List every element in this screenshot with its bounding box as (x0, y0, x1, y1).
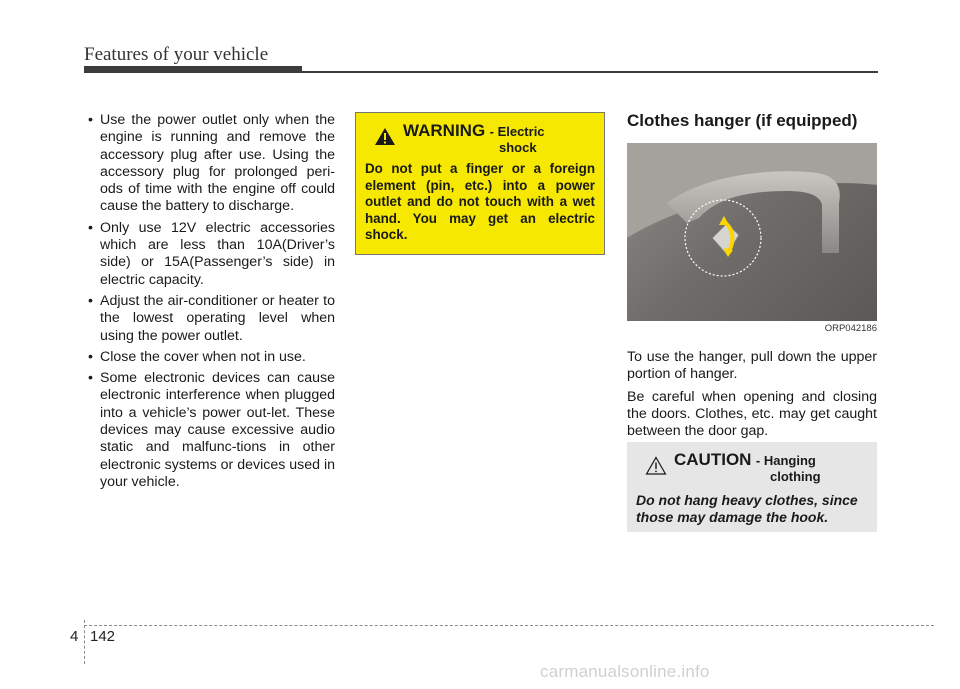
caution-subtitle-2: clothing (770, 469, 821, 484)
clothes-hanger-photo (627, 143, 877, 337)
warning-heading (365, 121, 595, 159)
footer-divider (84, 620, 85, 664)
page-number: 142 (90, 628, 116, 645)
warning-subtitle-2: shock (499, 140, 537, 155)
warning-box (355, 112, 605, 255)
bullet-list (86, 112, 335, 491)
warning-word: WARNING (403, 121, 486, 140)
paragraph: To use the hanger, pull down the upper portion of hanger. (627, 349, 877, 383)
caution-box (627, 442, 877, 532)
caution-text: Do not hang heavy clothes, since those may damage the hook. (636, 492, 858, 525)
caution-heading (636, 450, 868, 488)
header-rule-thick (84, 66, 302, 73)
chapter-number: 4 (70, 628, 79, 645)
caution-word: CAUTION (674, 450, 752, 469)
section-title: Clothes hanger (if equipped) (627, 111, 858, 130)
warning-subtitle: - Electric (489, 124, 545, 139)
warning-triangle-icon (374, 127, 396, 151)
left-column (86, 112, 335, 495)
footer-rule (84, 625, 934, 626)
caution-subtitle: - Hanging (755, 453, 816, 468)
page-header-title: Features of your vehicle (84, 44, 269, 65)
bullet-item: • Only use 12V electric accessories which are less than 10A(Driver’s side) or 15A(Passenger’s side) in electric capacity. (86, 220, 335, 289)
caution-triangle-icon (645, 456, 667, 480)
image-code-label: ORP042186 (627, 321, 877, 337)
bullet-item: • Some electronic devices can cause electronic interference when plugged into a vehicle’s power out-let. These devices may cause excessive audio static and malfunc-tions in other electronic systems or devices used in your vehicle. (86, 370, 335, 491)
warning-text: Do not put a finger or a foreign element (pin, etc.) into a power outlet and do not touch with a wet hand. You may get an electric shock. (365, 161, 595, 242)
hanger-illustration (627, 143, 877, 337)
watermark: carmanualsonline.info (540, 662, 710, 681)
bullet-item: • Close the cover when not in use. (86, 349, 335, 366)
bullet-item: • Adjust the air-conditioner or heater to the lowest operating level when using the power outlet. (86, 293, 335, 345)
right-column (627, 108, 877, 445)
header-rule-thin (302, 71, 878, 73)
bullet-item: • Use the power outlet only when the engine is running and remove the accessory plug after use. Using the accessory plug for prolonged peri-ods of time with the engine off could cause the battery to discharge. (86, 112, 335, 216)
paragraph: Be careful when opening and closing the doors. Clothes, etc. may get caught between the door gap. (627, 388, 877, 440)
